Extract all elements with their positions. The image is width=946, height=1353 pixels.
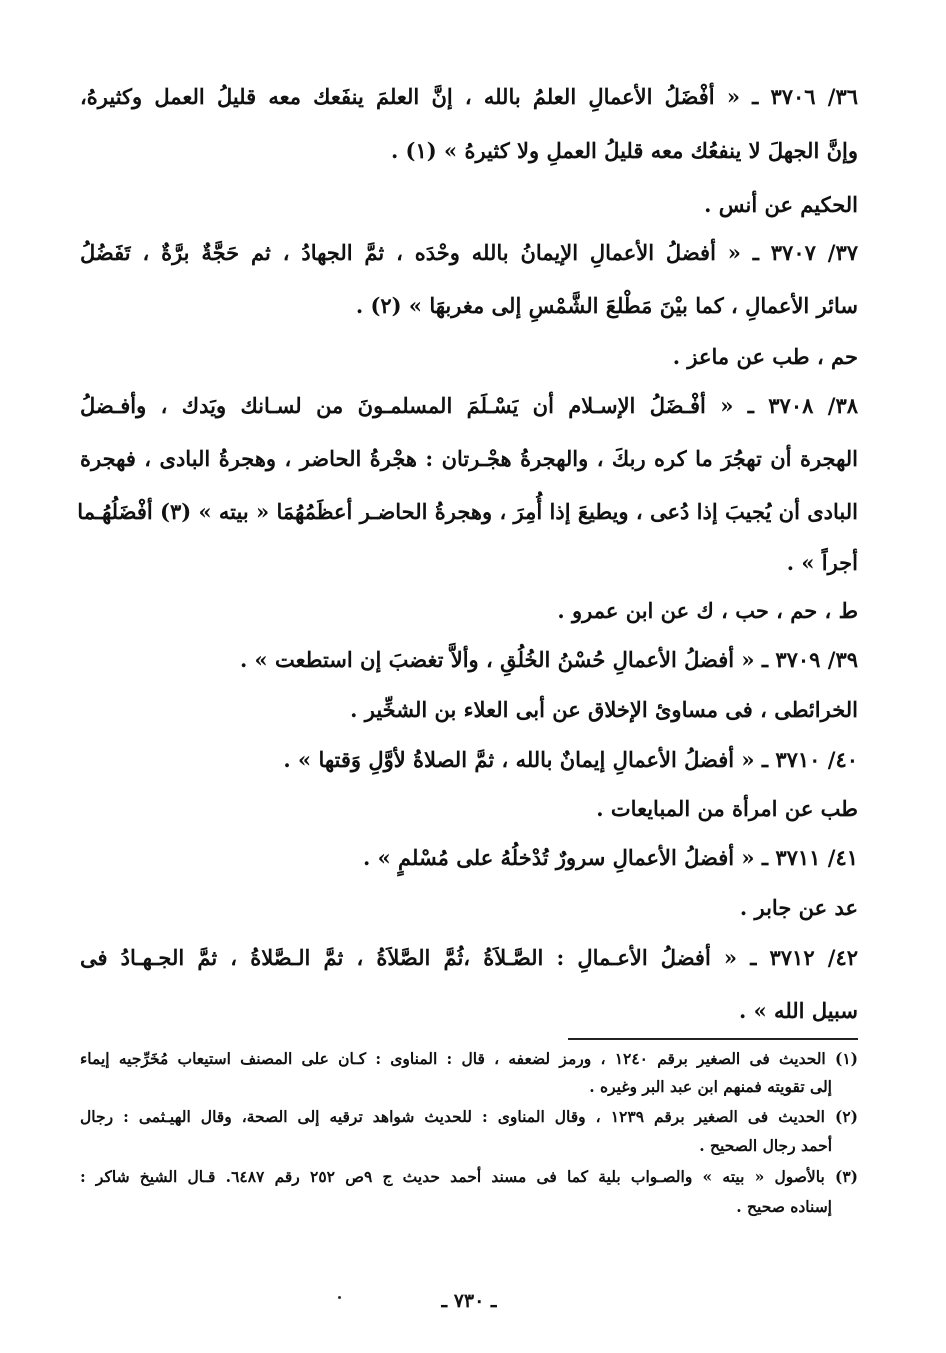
footnote-3-line-2: إسناده صحيح . (736, 1197, 832, 1216)
source-3708: ط ، حم ، حب ، ك عن ابن عمرو . (557, 598, 858, 623)
hadith-3706-line-2: وإنَّ الجهلَ لا ينفعُك معه قليلُ العملِ ولا كثيرهُ » (١) . (390, 138, 858, 163)
footnote-3-line-1: (٣) بالأصول « بيته » والصـواب بلية كما فى مسند أحمد حديث ج ٩ص ٢٥٢ رقم ٦٤٨٧. قـال الشيخ شاكر : (80, 1167, 858, 1186)
source-3711: عد عن جابر . (739, 895, 858, 920)
hadith-3707-line-2: سائر الأعمالِ ، كما بيْنَ مَطْلعَ الشَّمْسِ إلى مغربهَا » (٢) . (355, 293, 858, 318)
hadith-3708-line-2: الهجرة أن تهجُرَ ما كره ربكَ ، والهجرةُ هجْـرتان : هجْرةُ الحاضر ، وهجرةُ البادى ، فهجرة (80, 446, 858, 471)
hadith-3708-line-3: البادى أن يُجيبَ إذا دُعى ، ويطيعَ إذا أُمِرَ ، وهجرةُ الحاضـر أعظَمُهُمَا « بيته » (٣) أفْضَلُهُـما (77, 499, 858, 524)
source-3707: حم ، طب عن ماعز . (672, 344, 858, 369)
stray-dot-mark (338, 1296, 341, 1299)
hadith-3710: ٤٠/ ٣٧١٠ ـ « أفضلُ الأعمالِ إيمانٌ بالله ، ثمَّ الصلاةُ لأوَّلِ وَقتها » . (283, 747, 858, 772)
source-3709: الخرائطى ، فى مساوئ الإخلاق عن أبى العلاء بن الشخِّير . (350, 697, 858, 722)
hadith-3712-line-2: سبيل الله » . (739, 998, 858, 1023)
hadith-3706-line-1: ٣٦/ ٣٧٠٦ ـ « أفْضَلُ الأعمالِ العلمُ بالله ، إنَّ العلمَ ينفَعك معه قليلُ العمل وكثيرهُ، (80, 84, 858, 109)
hadith-3711: ٤١/ ٣٧١١ ـ « أفضلُ الأعمالِ سرورٌ تُدْخلُهُ على مُسْلمٍ » . (362, 845, 858, 870)
footnote-1-line-2: إلى تقويته فمنهم ابن عبد البر وغيره . (589, 1077, 832, 1096)
hadith-3712-line-1: ٤٢/ ٣٧١٢ ـ « أفضلُ الأعـمالِ : الصَّـلاَةُ ،ثُمَّ الصَّلاَةُ ، ثمَّ الـصَّلاةُ ، ثمَّ الجـهـادُ فى (80, 945, 858, 970)
footnote-1-line-1: (١) الحديث فى الصغير برقم ١٢٤٠ ، ورمز لضعفه ، قال : المناوى : كـان على المصنف استيعاب مُخَرِّجيه إيماء (80, 1049, 858, 1068)
hadith-3708-line-4: أجراً » . (786, 550, 858, 575)
hadith-3708-line-1: ٣٨/ ٣٧٠٨ ـ « أفْـضَلُ الإسـلام أن يَسْـلَمَ المسلمـونَ من لسـانك ويَدك ، وأفـضلُ (80, 393, 859, 418)
hadith-3707-line-1: ٣٧/ ٣٧٠٧ ـ « أفضلُ الأعمالِ الإيمانُ بالله وحْدَه ، ثمَّ الجهادُ ، ثم حَجَّةٌ برَّةٌ ، تَفَضُلُ (80, 240, 858, 265)
source-3706: الحكيم عن أنس . (704, 192, 858, 217)
hadith-3709: ٣٩/ ٣٧٠٩ ـ « أفضلُ الأعمالِ حُسْنُ الخُلُقِ ، وألاَّ تغضبَ إن استطعت » . (239, 647, 858, 672)
source-3710: طب عن امرأة من المبايعات . (596, 796, 858, 821)
page-number: ـ ٧٣٠ ـ (441, 1290, 497, 1312)
footnote-2-line-2: أحمد رجال الصحيح . (699, 1136, 832, 1155)
footnote-divider (568, 1038, 858, 1040)
footnote-2-line-1: (٢) الحديث فى الصغير برقم ١٢٣٩ ، وقال المناوى : للحديث شواهد ترقيه إلى الصحة، وقال الهيـثمى : رجال (80, 1107, 858, 1126)
document-page (77, 78, 859, 1318)
